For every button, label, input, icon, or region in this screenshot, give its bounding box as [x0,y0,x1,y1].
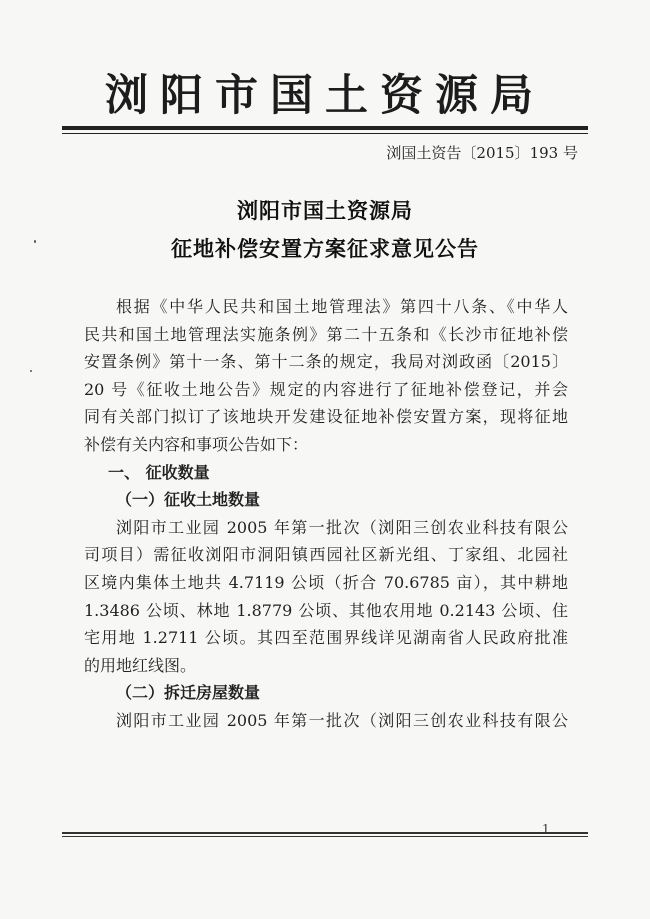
body-line: 浏阳市工业园 2005 年第一批次（浏阳三创农业科技有限公 [116,517,568,537]
document-body [84,293,568,735]
footer-rule-thick [62,832,588,834]
header-rule-thick [62,126,588,130]
body-line: 安置条例》第十一条、第十二条的规定，我局对浏政函〔2015〕 [84,352,568,372]
header-rule-thin [62,133,588,134]
org-masthead: 浏阳市国土资源局 [105,71,545,121]
scan-speck [34,240,36,243]
scan-speck [30,370,32,372]
body-line: 根据《中华人民共和国土地管理法》第四十八条、《中华人 [116,297,568,316]
body-line: 的用地红线图。 [84,655,197,675]
subsection-heading: （二）拆迁房屋数量 [116,683,261,703]
footer-rule-thin [62,836,588,837]
body-line: 浏阳市工业园 2005 年第一批次（浏阳三创农业科技有限公 [116,710,568,730]
subsection-heading: （一）征收土地数量 [116,490,261,510]
document-number: 浏国土资告〔2015〕193 号 [386,144,578,162]
page-number: 1 [542,822,550,836]
body-line: 补偿有关内容和事项公告如下： [84,434,309,454]
body-line: 宅用地 1.2711 公顷。其四至范围界线详见湖南省人民政府批准 [84,628,568,648]
body-line: 20 号《征收土地公告》规定的内容进行了征地补偿登记，并会 [84,379,568,399]
body-line: 司项目）需征收浏阳市洞阳镇西园社区新光组、丁家组、北园社 [84,545,568,565]
title-line-1: 浏阳市国土资源局 [237,198,413,223]
body-line: 区境内集体土地共 4.7119 公顷（折合 70.6785 亩），其中耕地 [84,572,568,592]
body-line: 民共和国土地管理法实施条例》第二十五条和《长沙市征地补偿 [84,324,568,344]
title-line-2: 征地补偿安置方案征求意见公告 [171,236,479,261]
section-heading: 一、 征收数量 [108,462,210,482]
body-line: 同有关部门拟订了该地块开发建设征地补偿安置方案，现将征地 [84,407,568,427]
body-line: 1.3486 公顷、林地 1.8779 公顷、其他农用地 0.2143 公顷、住 [84,600,568,620]
